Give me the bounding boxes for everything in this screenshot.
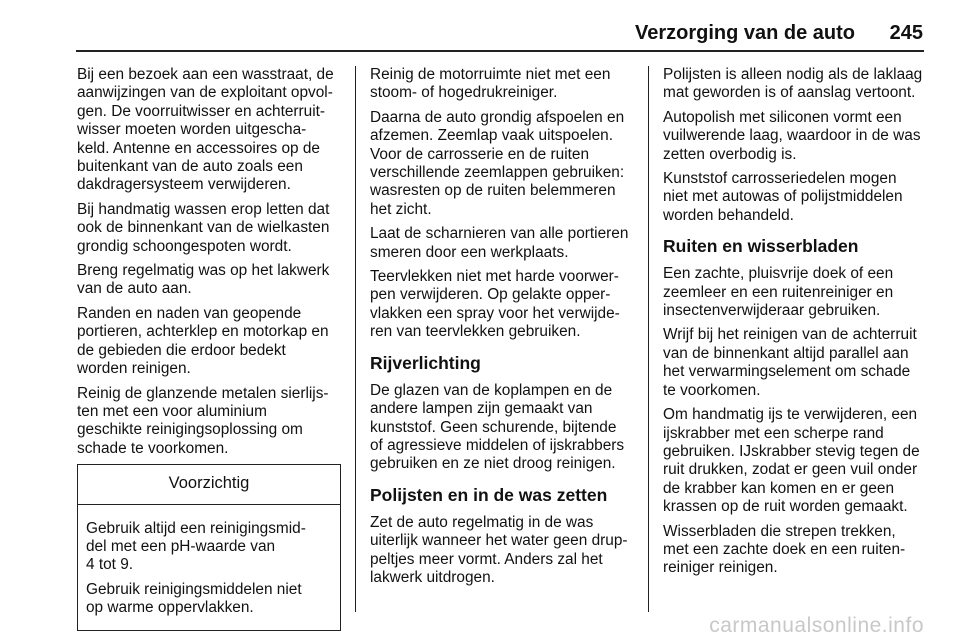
paragraph-tar: Teervlekken niet met harde voorwer- pen verwijderen. Op gelakte opper- vlakken een spray voor het verwijde- ren van teervlekken gebruiken. bbox=[370, 268, 620, 341]
paragraph-lamps: De glazen van de koplampen en de andere lampen zijn gemaakt van kunststof. Geen schurende, bijtende of agressieve middelen of ijskrabbers gebruiken en ze niet droog reinigen. bbox=[370, 381, 625, 473]
heading-polish: Polijsten en in de was zetten bbox=[370, 484, 608, 505]
paragraph-trim: Reinig de glanzende metalen sierlijs- ten met een voor aluminium geschikte reinigingsoplossing om schade te voorkomen. bbox=[77, 384, 329, 457]
paragraph-polish-needed: Polijsten is alleen nodig als de laklaag mat geworden is of aanslag vertoont. bbox=[663, 66, 923, 102]
column-left bbox=[77, 66, 345, 631]
paragraph-wax: Breng regelmatig was op het lakwerk van de auto aan. bbox=[77, 262, 330, 298]
heading-windows: Ruiten en wisserbladen bbox=[663, 236, 859, 257]
page-number: 245 bbox=[889, 22, 923, 44]
watermark: carmanualsonline.info bbox=[709, 614, 924, 637]
paragraph-edges: Randen en naden van geopende portieren, achterklep en motorkap en de gebieden die erdoor bedekt worden reinigen. bbox=[77, 304, 329, 378]
paragraph-rinse: Daarna de auto grondig afspoelen en afzemen. Zeemlap vaak uitspoelen. Voor de carrosserie en de ruiten verschillende zeemlappen gebruiken: wasresten op de ruiten belemmeren het zicht. bbox=[370, 108, 625, 218]
column-divider-2 bbox=[648, 66, 649, 612]
header-divider bbox=[76, 50, 924, 52]
caution-heading: Voorzichtig bbox=[78, 465, 340, 504]
caution-paragraph-ph: Gebruik altijd een reinigingsmid- del met een pH-waarde van 4 tot 9. bbox=[86, 519, 306, 574]
paragraph-carwash: Bij een bezoek aan een wasstraat, de aanwijzingen van de exploitant opvol- gen. De voorruitwisser en achterruit- wisser moeten worden uitgescha- keld. Antenne en accessoires op de buitenkant van de auto zoals een dakdragersysteem verwijderen. bbox=[77, 66, 334, 194]
column-right bbox=[663, 66, 931, 584]
paragraph-rear-window: Wrijf bij het reinigen van de achterruit van de binnenkant altijd parallel aan het verwarmingselement om schade te voorkomen. bbox=[663, 326, 917, 399]
caution-box bbox=[77, 464, 341, 630]
column-divider-1 bbox=[355, 66, 356, 612]
column-middle bbox=[370, 66, 638, 593]
paragraph-engine: Reinig de motorruimte niet met een stoom- of hogedrukreiniger. bbox=[370, 66, 611, 102]
paragraph-ice: Om handmatig ijs te verwijderen, een ijskrabber met een scherpe rand gebruiken. IJskrabber stevig tegen de ruit drukken, zodat er geen vuil onder de krabber kan komen en er geen krassen op de ruit worden gemaakt. bbox=[663, 406, 920, 516]
paragraph-cloth: Een zachte, pluisvrije doek of een zeemleer en een ruitenreiniger en insectenverwijderaar gebruiken. bbox=[663, 265, 894, 320]
caution-paragraph-warm: Gebruik reinigingsmiddelen niet op warme oppervlakken. bbox=[86, 580, 302, 617]
section-title: Verzorging van de auto bbox=[634, 22, 855, 44]
heading-lighting: Rijverlichting bbox=[370, 352, 481, 373]
page-header bbox=[0, 0, 960, 56]
paragraph-silicone: Autopolish met siliconen vormt een vuilwerende laag, waardoor in de was zetten overbodig is. bbox=[663, 108, 921, 163]
paragraph-wax-regular: Zet de auto regelmatig in de was uiterlijk wanneer het water geen drup- peltjes meer vormt. Anders zal het lakwerk uitdrogen. bbox=[370, 513, 628, 586]
paragraph-hinges: Laat de scharnieren van alle portieren smeren door een werkplaats. bbox=[370, 225, 629, 261]
caution-body bbox=[78, 505, 340, 630]
paragraph-hand-wash: Bij handmatig wassen erop letten dat ook de binnenkant van de wielkasten grondig schoongespoten wordt. bbox=[77, 200, 330, 255]
paragraph-wipers: Wisserbladen die strepen trekken, met een zachte doek en een ruiten- reiniger reinigen. bbox=[663, 522, 906, 577]
paragraph-plastic: Kunststof carrosseriedelen mogen niet met autowas of polijstmiddelen worden behandeld. bbox=[663, 170, 903, 224]
